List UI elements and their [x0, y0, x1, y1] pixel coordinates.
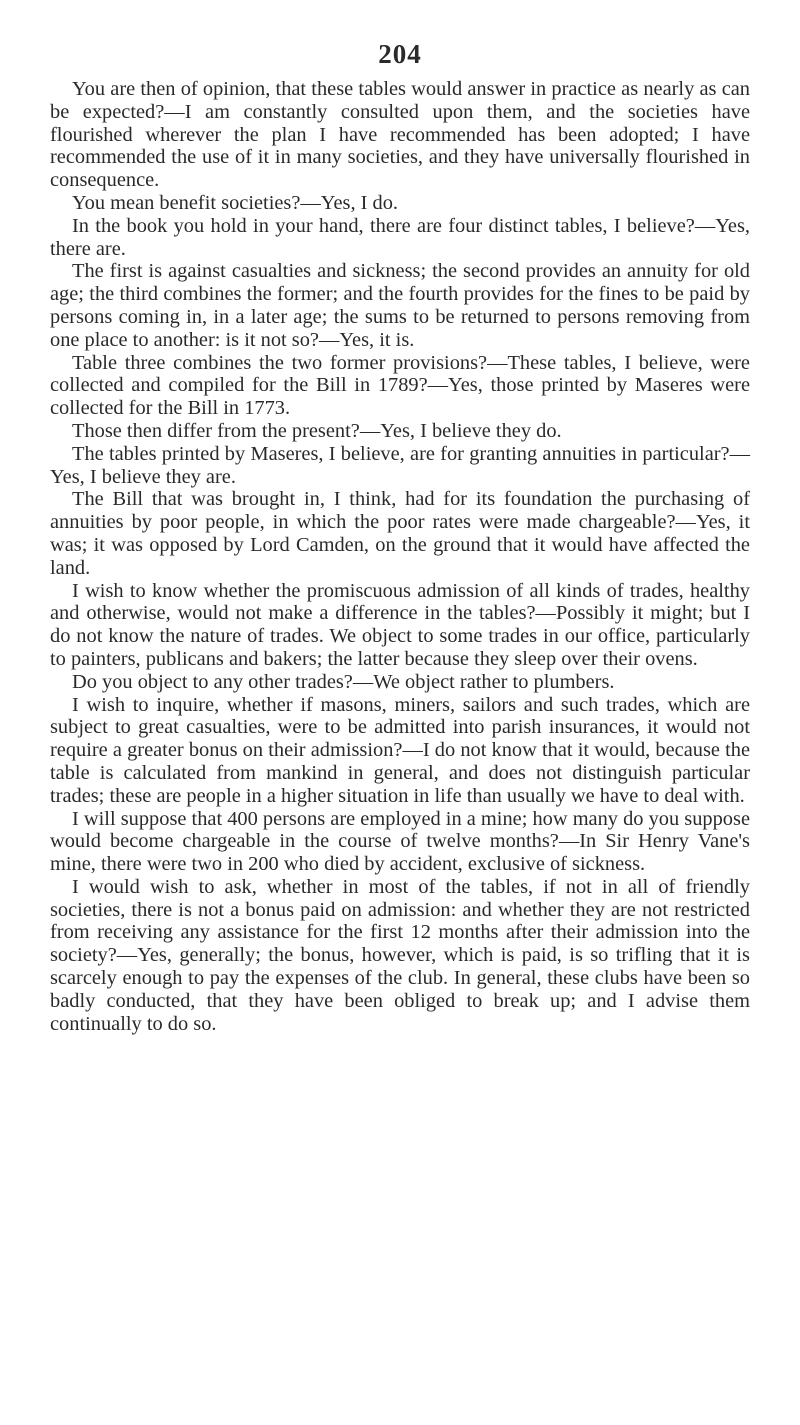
paragraph: Do you object to any other trades?—We object rather to plumbers.: [72, 670, 615, 693]
paragraph: The tables printed by Maseres, I believe, are for granting annuities in particular?—Yes, I believe they are.: [50, 442, 750, 488]
paragraph: I would wish to ask, whether in most of the tables, if not in all of friendly societies, there is not a bonus paid on admission: and whether they are not restricted from receiving any assistance for the first 12 months after their admission into the society?—Yes, generally; the bonus, however, which is paid, is so trifling that it is scarcely enough to pay the expenses of the club. In general, these clubs have been so badly conducted, that they have been obliged to break up; and I advise them continually to do so.: [50, 875, 750, 1035]
paragraph: In the book you hold in your hand, there are four distinct tables, I believe?—Yes, there are.: [50, 214, 750, 260]
paragraph: Table three combines the two former provisions?—These tables, I believe, were collected and compiled for the Bill in 1789?—Yes, those printed by Maseres were collected for the Bill in 1773.: [50, 351, 750, 420]
paragraph: The Bill that was brought in, I think, had for its foundation the purchasing of annuities by poor people, in which the poor rates were made chargeable?—Yes, it was; it was opposed by Lord Camden, on the ground that it would have affected the land.: [50, 488, 750, 579]
document-page: [50, 38, 750, 1035]
paragraph: You mean benefit societies?—Yes, I do.: [72, 191, 399, 214]
paragraph: I wish to inquire, whether if masons, miners, sailors and such trades, which are subject to great casualties, were to be admitted into parish insurances, it would not require a greater bonus on their admission?—I do not know that it would, because the table is calculated from mankind in general, and does not distinguish particular trades; these are people in a higher situation in life than usually we have to deal with.: [50, 693, 750, 807]
paragraph: I will suppose that 400 persons are employed in a mine; how many do you suppose would become chargeable in the course of twelve months?—In Sir Henry Vane's mine, there were two in 200 who died by accident, exclusive of sickness.: [50, 807, 750, 876]
paragraph: I wish to know whether the promiscuous admission of all kinds of trades, healthy and otherwise, would not make a difference in the tables?—Possibly it might; but I do not know the nature of trades. We object to some trades in our office, particularly to painters, publicans and bakers; the latter because they sleep over their ovens.: [50, 579, 750, 670]
body-text: [50, 78, 750, 1035]
paragraph: You are then of opinion, that these tables would answer in practice as nearly as can be expected?—I am constantly consulted upon them, and the societies have flourished wherever the plan I have recommended has been adopted; I have recommended the use of it in many societies, and they have universally flourished in consequence.: [50, 78, 750, 192]
paragraph: Those then differ from the present?—Yes, I believe they do.: [72, 419, 562, 442]
paragraph: The first is against casualties and sickness; the second provides an annuity for old age; the third combines the former; and the fourth provides for the fines to be paid by persons coming in, in a later age; the sums to be returned to persons removing from one place to another: is it not so?—Yes, it is.: [50, 260, 750, 351]
page-number: 204: [378, 39, 422, 69]
